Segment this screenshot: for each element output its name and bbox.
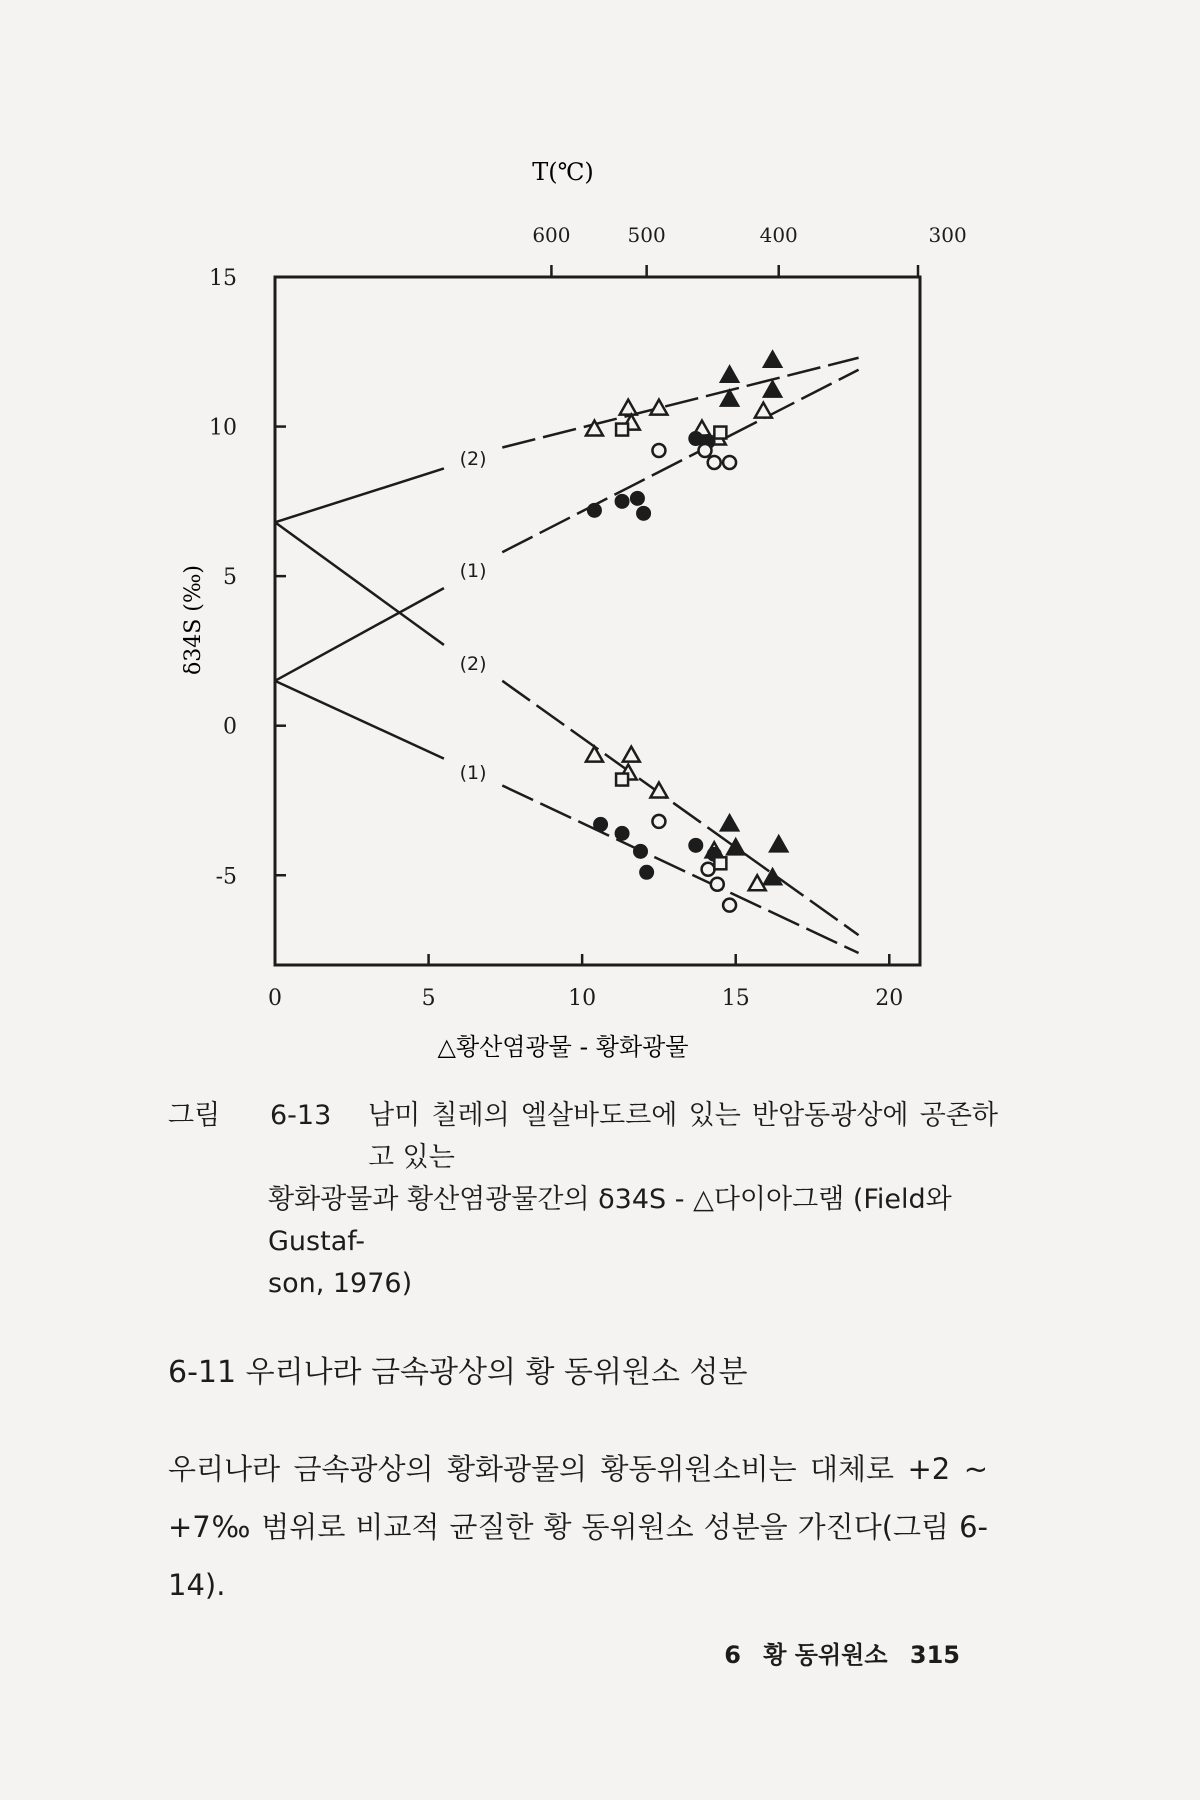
line-label: (2) [459,447,487,470]
open-triangle-point [650,400,667,415]
body-line: 우리나라 금속광상의 황화광물의 황동위원소비는 대체로 +2 ~ [168,1452,988,1486]
top-tick-label: 500 [627,223,666,247]
open-triangle-point [749,875,766,890]
plot-frame [275,277,920,965]
section-heading: 6-11 우리나라 금속광상의 황 동위원소 성분 [168,1355,748,1390]
page-footer [710,1635,960,1670]
filled-circle-point [636,506,651,521]
footer-chapter: 6 [724,1641,741,1669]
x-tick-label: 5 [421,986,436,1011]
x-axis-label: △황산염광물 - 황화광물 [437,1033,689,1061]
open-circle-point [708,456,721,469]
x-tick-label: 15 [721,986,750,1011]
filled-triangle-point [727,839,744,854]
filled-circle-point [615,826,630,841]
open-square-point [714,857,726,869]
line-label: (1) [459,762,487,785]
trend-line [502,681,858,935]
open-circle-point [723,456,736,469]
open-triangle-point [650,783,667,798]
footer-title: 황 동위원소 [763,1641,888,1669]
filled-circle-point [593,817,608,832]
filled-circle-point [633,844,648,859]
open-circle-point [711,878,724,891]
open-circle-point [699,444,712,457]
chart-marks [209,223,967,1011]
filled-triangle-point [764,352,781,367]
open-square-point [616,774,628,786]
filled-circle-point [587,503,602,518]
y-tick-label: -5 [215,864,237,890]
caption-line: 남미 칠레의 엘살바도르에 있는 반암동광상에 공존하고 있는 [368,1100,998,1173]
y-axis-label: δ34S (‰) [181,565,206,675]
x-tick-label: 0 [268,986,282,1011]
x-tick-label: 20 [875,986,904,1011]
open-triangle-point [623,747,640,762]
caption-number: 6-13 [270,1100,332,1131]
filled-triangle-point [770,836,787,851]
y-tick-label: 0 [223,714,237,740]
y-tick-label: 10 [209,415,237,441]
open-square-point [616,424,628,436]
top-axis-label: T(℃) [532,158,594,186]
y-tick-label: 5 [223,565,237,591]
filled-triangle-point [721,367,738,382]
body-line: +7‰ 범위로 비교적 균질한 황 동위원소 성분을 가진다(그림 6-14). [168,1510,988,1602]
figure-caption [168,1095,998,1305]
open-triangle-point [755,403,772,418]
line-label: (1) [459,560,487,583]
caption-line: 황화광물과 황산염광물간의 δ34S - △다이아그램 (Field와 Gustaf- [268,1184,952,1257]
top-tick-label: 400 [759,223,798,247]
open-triangle-point [620,400,637,415]
trend-line [275,588,444,681]
filled-triangle-point [721,815,738,830]
top-tick-label: 300 [928,223,967,247]
trend-line [275,522,444,645]
open-triangle-point [586,747,603,762]
open-circle-point [723,899,736,912]
filled-circle-point [639,865,654,880]
caption-line: son, 1976) [268,1268,413,1299]
line-label: (2) [459,652,487,675]
filled-circle-point [615,494,630,509]
trend-line [275,468,444,522]
y-tick-label: 15 [209,266,237,291]
filled-circle-point [630,491,645,506]
open-circle-point [652,815,665,828]
trend-line [275,681,444,759]
filled-circle-point [688,838,703,853]
filled-triangle-point [764,382,781,397]
caption-label: 그림 [168,1100,221,1131]
top-tick-label: 600 [532,223,571,247]
trend-line [502,786,858,954]
open-square-point [714,427,726,439]
trend-line [502,370,858,552]
x-tick-label: 10 [568,986,597,1011]
page-number: 315 [909,1641,960,1669]
open-circle-point [702,863,715,876]
open-circle-point [652,444,665,457]
body-paragraph [168,1440,988,1614]
trend-line [502,358,858,448]
